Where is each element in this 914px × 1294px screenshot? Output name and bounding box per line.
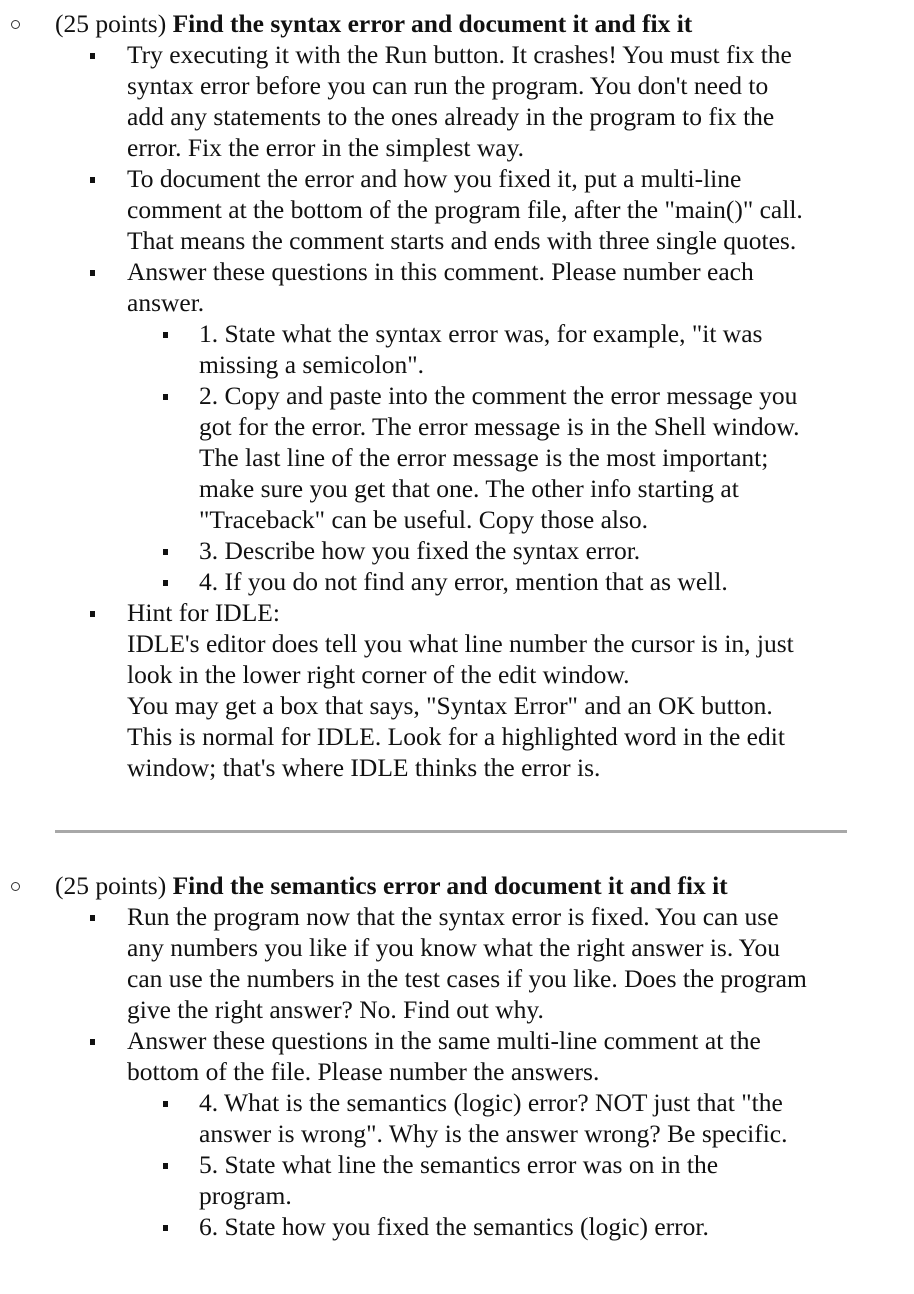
square-bullet-icon xyxy=(90,1039,95,1045)
text-line: window; that's where IDLE thinks the error is. xyxy=(127,753,601,782)
points-label: (25 points) xyxy=(55,871,167,900)
list-item xyxy=(0,39,867,163)
text-line: 1. State what the syntax error was, for example, "it was xyxy=(199,319,763,348)
text-line: Answer these questions in this comment. Please number each xyxy=(127,257,754,286)
text-line: syntax error before you can run the program. You don't need to xyxy=(127,71,769,100)
syntax-section-heading xyxy=(0,8,914,39)
text-line: comment at the bottom of the program file, after the "main()" call. xyxy=(127,195,803,224)
text-line: any numbers you like if you know what the right answer is. You xyxy=(127,933,781,962)
sub-list-item xyxy=(0,380,879,535)
text-line: That means the comment starts and ends with three single quotes. xyxy=(127,226,797,255)
text-line: add any statements to the ones already in the program to fix the xyxy=(127,102,775,131)
text-line: 4. What is the semantics (logic) error? NOT just that "the xyxy=(199,1088,783,1117)
sub-list-item xyxy=(0,1087,879,1149)
square-bullet-icon xyxy=(163,580,168,586)
square-bullet-icon xyxy=(90,611,95,617)
sub-list-item xyxy=(0,318,879,380)
circle-bullet-icon xyxy=(11,20,20,29)
text-line: Run the program now that the syntax error is fixed. You can use xyxy=(127,902,779,931)
square-bullet-icon xyxy=(163,1225,168,1231)
semantics-section-heading xyxy=(0,870,914,901)
text-line: 5. State what line the semantics error was on in the xyxy=(199,1150,719,1179)
square-bullet-icon xyxy=(90,177,95,183)
text-line: got for the error. The error message is in the Shell window. xyxy=(199,412,800,441)
text-line: Hint for IDLE: xyxy=(127,598,280,627)
square-bullet-icon xyxy=(163,1101,168,1107)
square-bullet-icon xyxy=(163,394,168,400)
text-line: "Traceback" can be useful. Copy those also. xyxy=(199,505,649,534)
list-item xyxy=(0,901,867,1025)
text-line: make sure you get that one. The other info starting at xyxy=(199,474,739,503)
sub-list-item xyxy=(0,1149,879,1211)
square-bullet-icon xyxy=(163,549,168,555)
text-line: IDLE's editor does tell you what line number the cursor is in, just xyxy=(127,629,794,658)
list-item xyxy=(0,1025,867,1087)
text-line: missing a semicolon". xyxy=(199,350,425,379)
text-line: This is normal for IDLE. Look for a highlighted word in the edit xyxy=(127,722,785,751)
square-bullet-icon xyxy=(163,332,168,338)
text-line: bottom of the file. Please number the answers. xyxy=(127,1057,600,1086)
sub-list-item xyxy=(0,1211,879,1242)
text-line: answer. xyxy=(127,288,205,317)
text-line: can use the numbers in the test cases if you like. Does the program xyxy=(127,964,807,993)
list-item xyxy=(0,256,867,318)
text-line: You may get a box that says, "Syntax Error" and an OK button. xyxy=(127,691,773,720)
section-title: Find the semantics error and document it and fix it xyxy=(172,871,728,900)
square-bullet-icon xyxy=(163,1163,168,1169)
square-bullet-icon xyxy=(90,270,95,276)
hint-item xyxy=(0,597,867,783)
text-line: 6. State how you fixed the semantics (logic) error. xyxy=(199,1212,709,1241)
text-line: 3. Describe how you fixed the syntax error. xyxy=(199,536,641,565)
text-line: give the right answer? No. Find out why. xyxy=(127,995,544,1024)
horizontal-divider xyxy=(55,830,847,833)
text-line: program. xyxy=(199,1181,292,1210)
text-line: look in the lower right corner of the edit window. xyxy=(127,660,630,689)
circle-bullet-icon xyxy=(11,882,20,891)
text-line: To document the error and how you fixed it, put a multi-line xyxy=(127,164,742,193)
list-item xyxy=(0,163,867,256)
points-label: (25 points) xyxy=(55,9,167,38)
section-title: Find the syntax error and document it and fix it xyxy=(172,9,693,38)
text-line: error. Fix the error in the simplest way. xyxy=(127,133,525,162)
text-line: Answer these questions in the same multi-line comment at the xyxy=(127,1026,761,1055)
text-line: 4. If you do not find any error, mention that as well. xyxy=(199,567,728,596)
syntax-error-section xyxy=(0,8,914,783)
sub-list-item xyxy=(0,566,879,597)
text-line: answer is wrong". Why is the answer wrong? Be specific. xyxy=(199,1119,788,1148)
sub-list-item xyxy=(0,535,879,566)
text-line: The last line of the error message is the most important; xyxy=(199,443,769,472)
square-bullet-icon xyxy=(90,53,95,59)
text-line: Try executing it with the Run button. It crashes! You must fix the xyxy=(127,40,792,69)
semantics-error-section xyxy=(0,870,914,1242)
text-line: 2. Copy and paste into the comment the error message you xyxy=(199,381,798,410)
square-bullet-icon xyxy=(90,915,95,921)
